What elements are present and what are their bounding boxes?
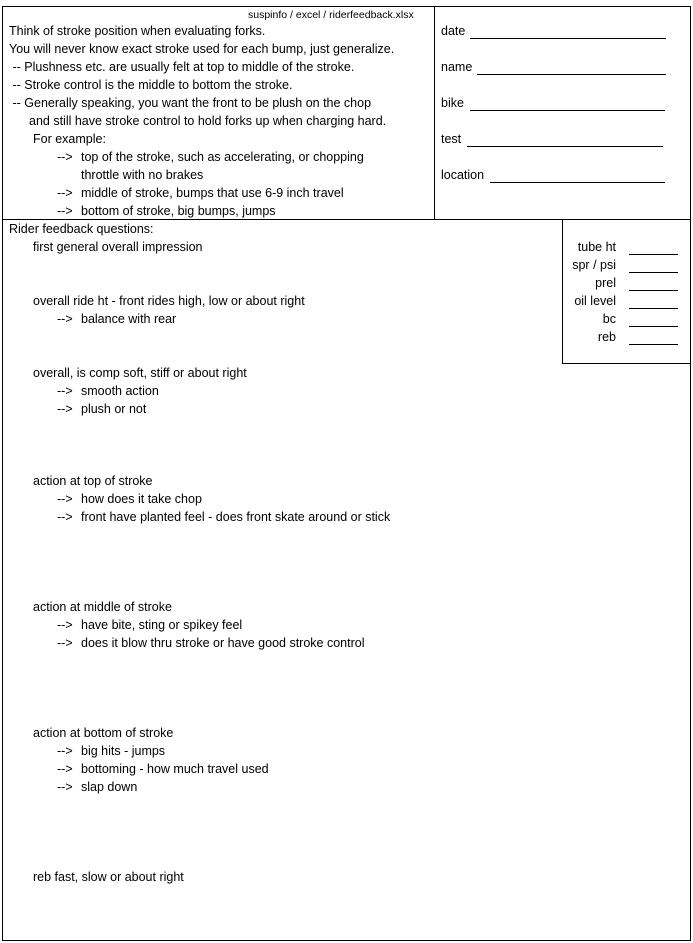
location-field[interactable] [490, 182, 665, 183]
sub-question: smooth action [81, 384, 159, 398]
example-text: bottom of stroke, big bumps, jumps [81, 204, 276, 218]
bike-field[interactable] [470, 110, 665, 111]
bc-field[interactable] [629, 326, 678, 327]
arrow-icon: --> [57, 510, 73, 524]
intro-line: and still have stroke control to hold forks up when charging hard. [29, 114, 387, 128]
feedback-title: Rider feedback questions: [9, 222, 154, 236]
sub-question: bottoming - how much travel used [81, 762, 269, 776]
test-label: test [441, 132, 462, 146]
bike-label: bike [441, 96, 464, 110]
example-text: middle of stroke, bumps that use 6-9 inch travel [81, 186, 344, 200]
question: action at middle of stroke [33, 600, 172, 614]
date-label: date [441, 24, 466, 38]
intro-line: Think of stroke position when evaluating forks. [9, 24, 266, 38]
bc-label: bc [602, 312, 616, 326]
question: action at top of stroke [33, 474, 153, 488]
test-field[interactable] [467, 146, 663, 147]
arrow-icon: --> [57, 150, 73, 164]
tube-ht-label: tube ht [577, 240, 616, 254]
sub-question: balance with rear [81, 312, 177, 326]
sub-question: does it blow thru stroke or have good stroke control [81, 636, 365, 650]
reb-field[interactable] [629, 344, 678, 345]
intro-line: -- Stroke control is the middle to bottom the stroke. [9, 78, 293, 92]
spr-psi-field[interactable] [629, 272, 678, 273]
sub-question: have bite, sting or spikey feel [81, 618, 243, 632]
sub-question: front have planted feel - does front skate around or stick [81, 510, 391, 524]
intro-line: For example: [33, 132, 106, 146]
prel-field[interactable] [629, 290, 678, 291]
sub-question: slap down [81, 780, 138, 794]
arrow-icon: --> [57, 636, 73, 650]
date-field[interactable] [470, 38, 666, 39]
intro-line: -- Generally speaking, you want the front to be plush on the chop [9, 96, 372, 110]
reb-label: reb [597, 330, 616, 344]
arrow-icon: --> [57, 780, 73, 794]
question: overall ride ht - front rides high, low or about right [33, 294, 305, 308]
arrow-icon: --> [57, 492, 73, 506]
tube-ht-field[interactable] [629, 254, 678, 255]
spr-psi-label: spr / psi [572, 258, 616, 272]
name-field[interactable] [477, 74, 666, 75]
arrow-icon: --> [57, 384, 73, 398]
intro-line: You will never know exact stroke used for each bump, just generalize. [9, 42, 395, 56]
sub-question: big hits - jumps [81, 744, 166, 758]
arrow-icon: --> [57, 186, 73, 200]
name-label: name [441, 60, 473, 74]
intro-line: -- Plushness etc. are usually felt at top to middle of the stroke. [9, 60, 355, 74]
arrow-icon: --> [57, 204, 73, 218]
arrow-icon: --> [57, 762, 73, 776]
arrow-icon: --> [57, 744, 73, 758]
sub-question: plush or not [81, 402, 147, 416]
arrow-icon: --> [57, 312, 73, 326]
example-text: top of the stroke, such as accelerating, or chopping [81, 150, 364, 164]
question: reb fast, slow or about right [33, 870, 184, 884]
prel-label: prel [595, 276, 616, 290]
sub-question: how does it take chop [81, 492, 202, 506]
oil-level-label: oil level [574, 294, 616, 308]
arrow-icon: --> [57, 402, 73, 416]
example-text-cont: throttle with no brakes [81, 168, 204, 182]
question: action at bottom of stroke [33, 726, 174, 740]
location-label: location [441, 168, 485, 182]
question: first general overall impression [33, 240, 203, 254]
vertical-divider [434, 6, 435, 220]
file-path: suspinfo / excel / riderfeedback.xlsx [248, 9, 414, 21]
arrow-icon: --> [57, 618, 73, 632]
question: overall, is comp soft, stiff or about right [33, 366, 247, 380]
oil-level-field[interactable] [629, 308, 678, 309]
